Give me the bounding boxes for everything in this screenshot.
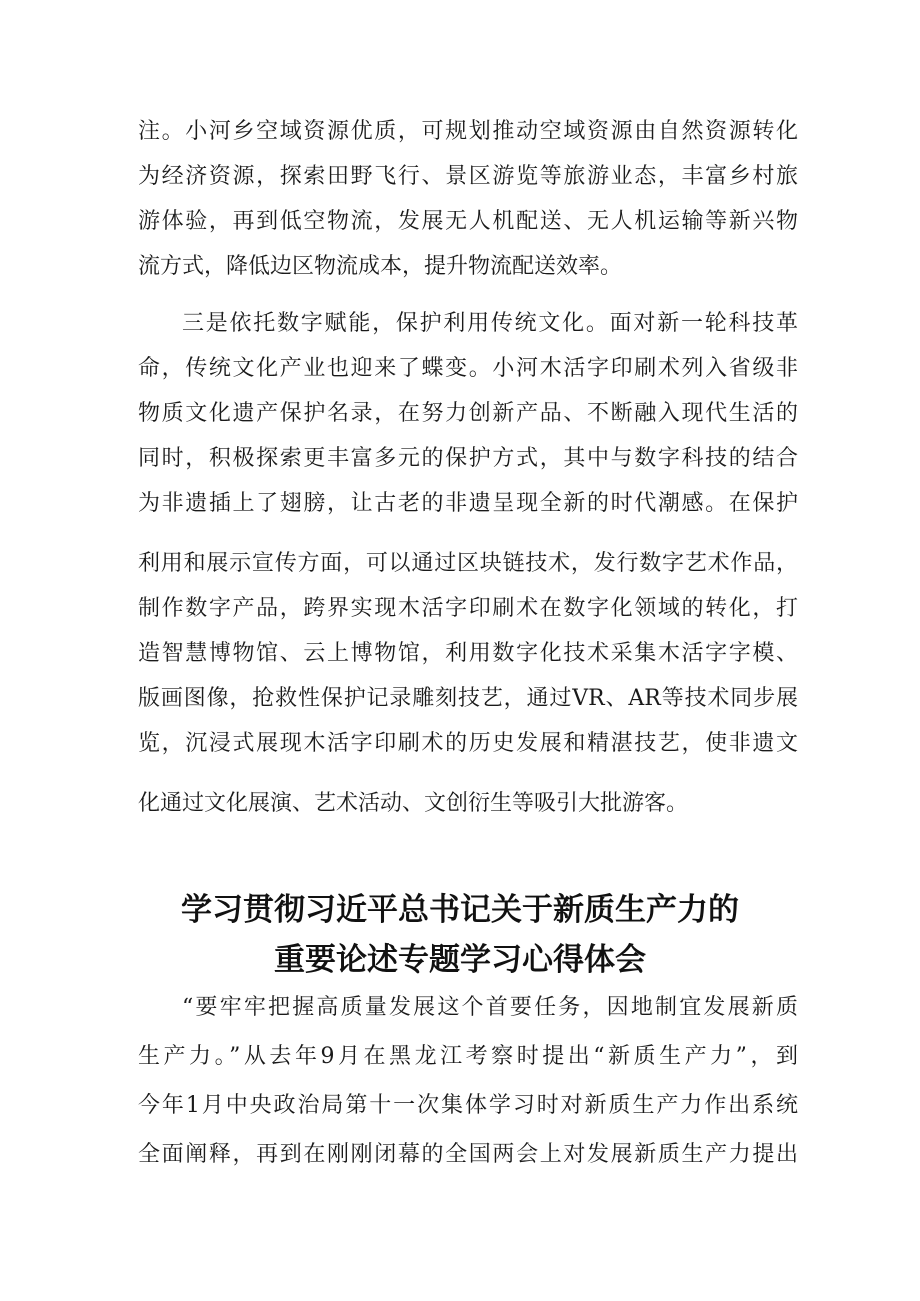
text-line: 游体验，再到低空物流，发展无人机配送、无人机运输等新兴物 bbox=[138, 209, 798, 234]
article-title-line: 重要论述专题学习心得体会 bbox=[274, 942, 646, 978]
text-line: 为非遗插上了翅膀，让古老的非遗呈现全新的时代潮感。在保护 bbox=[138, 491, 798, 516]
text-line: 览，沉浸式展现木活字印刷术的历史发展和精湛技艺，使非遗文 bbox=[138, 731, 798, 756]
text-line: 为经济资源，探索田野飞行、景区游览等旅游业态，丰富乡村旅 bbox=[138, 164, 798, 189]
text-line: 造智慧博物馆、云上博物馆，利用数字化技术采集木活字字模、 bbox=[138, 641, 798, 666]
text-line: 利用和展示宣传方面，可以通过区块链技术，发行数字艺术作品， bbox=[138, 551, 798, 576]
text-line: 物质文化遗产保护名录，在努力创新产品、不断融入现代生活的 bbox=[138, 401, 798, 426]
text-line: 全面阐释，再到在刚刚闭幕的全国两会上对发展新质生产力提出 bbox=[138, 1142, 798, 1167]
text-line: “要牢牢把握高质量发展这个首要任务，因地制宜发展新质 bbox=[182, 995, 798, 1020]
text-line: 同时，积极探索更丰富多元的保护方式，其中与数字科技的结合 bbox=[138, 446, 798, 471]
text-line: 流方式，降低边区物流成本，提升物流配送效率。 bbox=[138, 254, 623, 279]
text-line: 制作数字产品，跨界实现木活字印刷术在数字化领域的转化，打 bbox=[138, 596, 798, 621]
article-title-line: 学习贯彻习近平总书记关于新质生产力的 bbox=[181, 892, 739, 928]
text-line: 版画图像，抢救性保护记录雕刻技艺，通过VR、AR等技术同步展 bbox=[138, 686, 798, 711]
text-line: 命，传统文化产业也迎来了蝶变。小河木活字印刷术列入省级非 bbox=[138, 356, 798, 381]
text-line: 化通过文化展演、艺术活动、文创衍生等吸引大批游客。 bbox=[138, 791, 689, 816]
text-line: 生产力。”从去年9月在黑龙江考察时提出“新质生产力”，到 bbox=[138, 1044, 798, 1069]
text-line: 今年1月中央政治局第十一次集体学习时对新质生产力作出系统 bbox=[138, 1093, 798, 1118]
text-line: 注。小河乡空域资源优质，可规划推动空域资源由自然资源转化 bbox=[138, 119, 798, 144]
text-line: 三是依托数字赋能，保护利用传统文化。面对新一轮科技革 bbox=[182, 311, 798, 336]
